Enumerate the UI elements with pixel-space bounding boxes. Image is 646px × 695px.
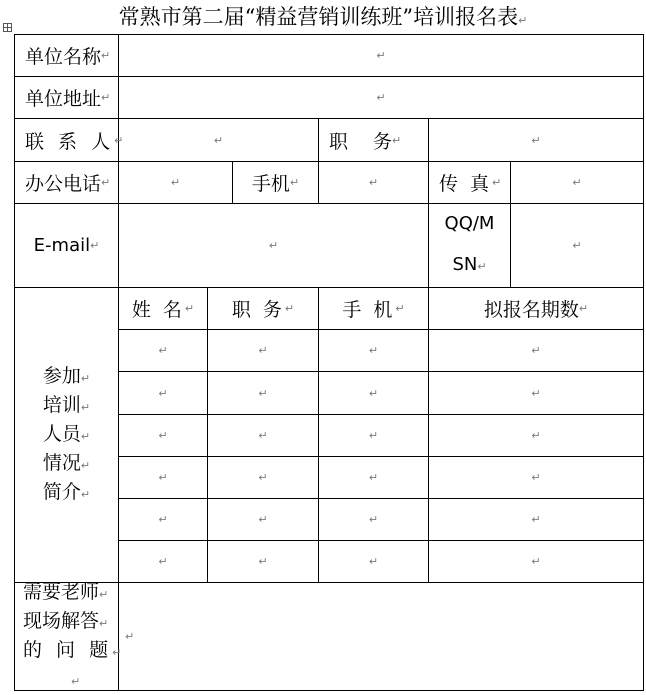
participant-name-cell[interactable]: ↵: [158, 429, 168, 442]
header-mobile: 手 机 ↵: [342, 299, 405, 321]
participant-name-cell[interactable]: ↵: [158, 386, 168, 400]
unit-name-field[interactable]: ↵: [376, 49, 386, 62]
participant-name-cell[interactable]: ↵: [158, 471, 168, 484]
participant-session-cell[interactable]: ↵: [531, 344, 541, 357]
questions-label: 需要老师↵ 现场解答↵ 的 问 题↵ ↵: [23, 580, 122, 688]
qq-msn-field[interactable]: ↵: [572, 239, 582, 252]
table-border-right: [643, 34, 644, 691]
participant-mobile-cell[interactable]: ↵: [368, 386, 379, 400]
qq-msn-label: QQ/M SN↵: [444, 213, 495, 275]
participant-name-cell[interactable]: ↵: [158, 513, 168, 526]
participants-section-label: 参加↵ 培训↵ 人员↵ 情况↵ 简介↵: [42, 364, 91, 503]
participant-session-cell[interactable]: ↵: [531, 471, 541, 484]
participant-mobile-cell[interactable]: ↵: [368, 344, 379, 357]
participant-session-cell[interactable]: ↵: [531, 513, 541, 526]
questions-field[interactable]: ↵: [125, 630, 135, 643]
position-field[interactable]: ↵: [531, 133, 541, 147]
participant-name-cell[interactable]: ↵: [158, 555, 168, 568]
participant-mobile-cell[interactable]: ↵: [368, 555, 379, 568]
header-position: 职 务 ↵: [231, 299, 295, 321]
participant-session-cell[interactable]: ↵: [531, 555, 541, 568]
contact-field[interactable]: ↵: [213, 133, 224, 147]
participant-position-cell[interactable]: ↵: [258, 344, 268, 357]
unit-address-label: 单位地址 ↵: [25, 88, 111, 110]
participant-position-cell[interactable]: ↵: [258, 471, 268, 484]
table-move-handle-icon[interactable]: [3, 23, 12, 32]
participant-mobile-cell[interactable]: ↵: [368, 513, 379, 526]
unit-name-label: 单位名称 ↵: [25, 46, 111, 68]
email-label: E-mail ↵: [33, 235, 100, 256]
email-field[interactable]: ↵: [268, 239, 279, 252]
unit-address-field[interactable]: ↵: [376, 91, 386, 104]
participant-position-cell[interactable]: ↵: [258, 555, 268, 568]
mobile-label: 手机 ↵: [251, 173, 300, 195]
office-phone-field[interactable]: ↵: [170, 176, 181, 189]
fax-label: 传 真 ↵: [439, 173, 502, 195]
participant-position-cell[interactable]: ↵: [258, 513, 268, 526]
header-name: 姓 名 ↵: [131, 299, 195, 321]
table-border-bottom: [14, 690, 643, 691]
fax-field[interactable]: ↵: [572, 176, 582, 189]
participant-position-cell[interactable]: ↵: [258, 429, 268, 442]
header-session-count: 拟报名期数 ↵: [483, 299, 589, 321]
contact-label: 联 系 人 ↵: [25, 130, 124, 153]
document-title: 常熟市第二届“精益营销训练班”培训报名表↵: [118, 5, 528, 29]
position-label: 职 务 ↵: [329, 130, 402, 153]
participant-position-cell[interactable]: ↵: [258, 386, 268, 400]
participant-session-cell[interactable]: ↵: [531, 429, 541, 442]
office-phone-label: 办公电话 ↵: [25, 173, 111, 195]
participant-mobile-cell[interactable]: ↵: [368, 429, 379, 442]
participant-name-cell[interactable]: ↵: [158, 344, 168, 357]
participant-session-cell[interactable]: ↵: [531, 386, 541, 400]
mobile-field[interactable]: ↵: [368, 176, 379, 189]
participant-mobile-cell[interactable]: ↵: [368, 471, 379, 484]
